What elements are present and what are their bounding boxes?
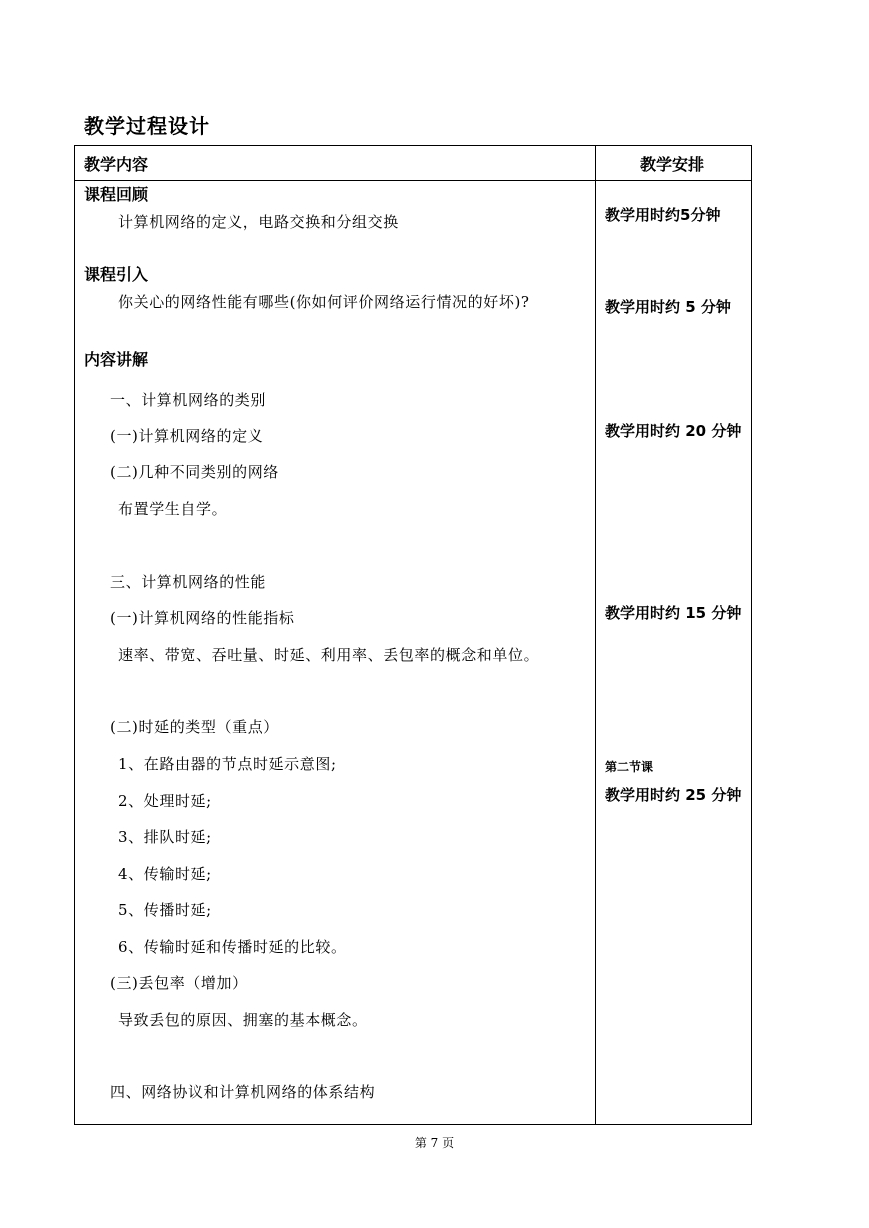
column-divider <box>595 145 596 1125</box>
arrangement-intro: 教学用时约 5 分钟 <box>605 298 731 316</box>
arrangement-categories: 教学用时约 20 分钟 <box>605 422 742 440</box>
header-content: 教学内容 <box>84 155 149 174</box>
arrangement-delay: 教学用时约 25 分钟 <box>605 786 742 804</box>
page-title: 教学过程设计 <box>84 114 210 138</box>
intro-text: 你关心的网络性能有哪些(你如何评价网络运行情况的好坏)? <box>118 293 530 311</box>
review-text: 计算机网络的定义，电路交换和分组交换 <box>118 213 399 231</box>
list-item: 布置学生自学。 <box>118 500 228 518</box>
page-number: 第 7 页 <box>414 1136 455 1150</box>
list-item: 四、网络协议和计算机网络的体系结构 <box>110 1083 376 1101</box>
list-item: (二)几种不同类别的网络 <box>110 463 279 481</box>
second-lesson-label: 第二节课 <box>605 760 654 774</box>
header-arrangement: 教学安排 <box>640 155 705 174</box>
list-item: (一)计算机网络的定义 <box>110 427 264 445</box>
review-heading: 课程回顾 <box>84 185 149 204</box>
list-item: 5、传播时延; <box>118 901 212 919</box>
arrangement-performance: 教学用时约 15 分钟 <box>605 604 742 622</box>
lecture-heading: 内容讲解 <box>84 350 149 369</box>
list-item: 一、计算机网络的类别 <box>110 391 267 409</box>
list-item: (二)时延的类型（重点） <box>110 718 279 736</box>
list-item: 导致丢包的原因、拥塞的基本概念。 <box>118 1011 368 1029</box>
list-item: 2、处理时延; <box>118 792 212 810</box>
arrangement-review: 教学用时约5分钟 <box>605 206 721 224</box>
list-item: 4、传输时延; <box>118 865 212 883</box>
header-divider <box>74 180 752 181</box>
list-item: 三、计算机网络的性能 <box>110 573 267 591</box>
list-item: 速率、带宽、吞吐量、时延、利用率、丢包率的概念和单位。 <box>118 646 540 664</box>
list-item: 1、在路由器的节点时延示意图; <box>118 755 337 773</box>
list-item: 3、排队时延; <box>118 828 212 846</box>
intro-heading: 课程引入 <box>84 265 149 284</box>
list-item: (一)计算机网络的性能指标 <box>110 609 295 627</box>
list-item: 6、传输时延和传播时延的比较。 <box>118 938 347 956</box>
list-item: (三)丢包率（增加） <box>110 974 248 992</box>
